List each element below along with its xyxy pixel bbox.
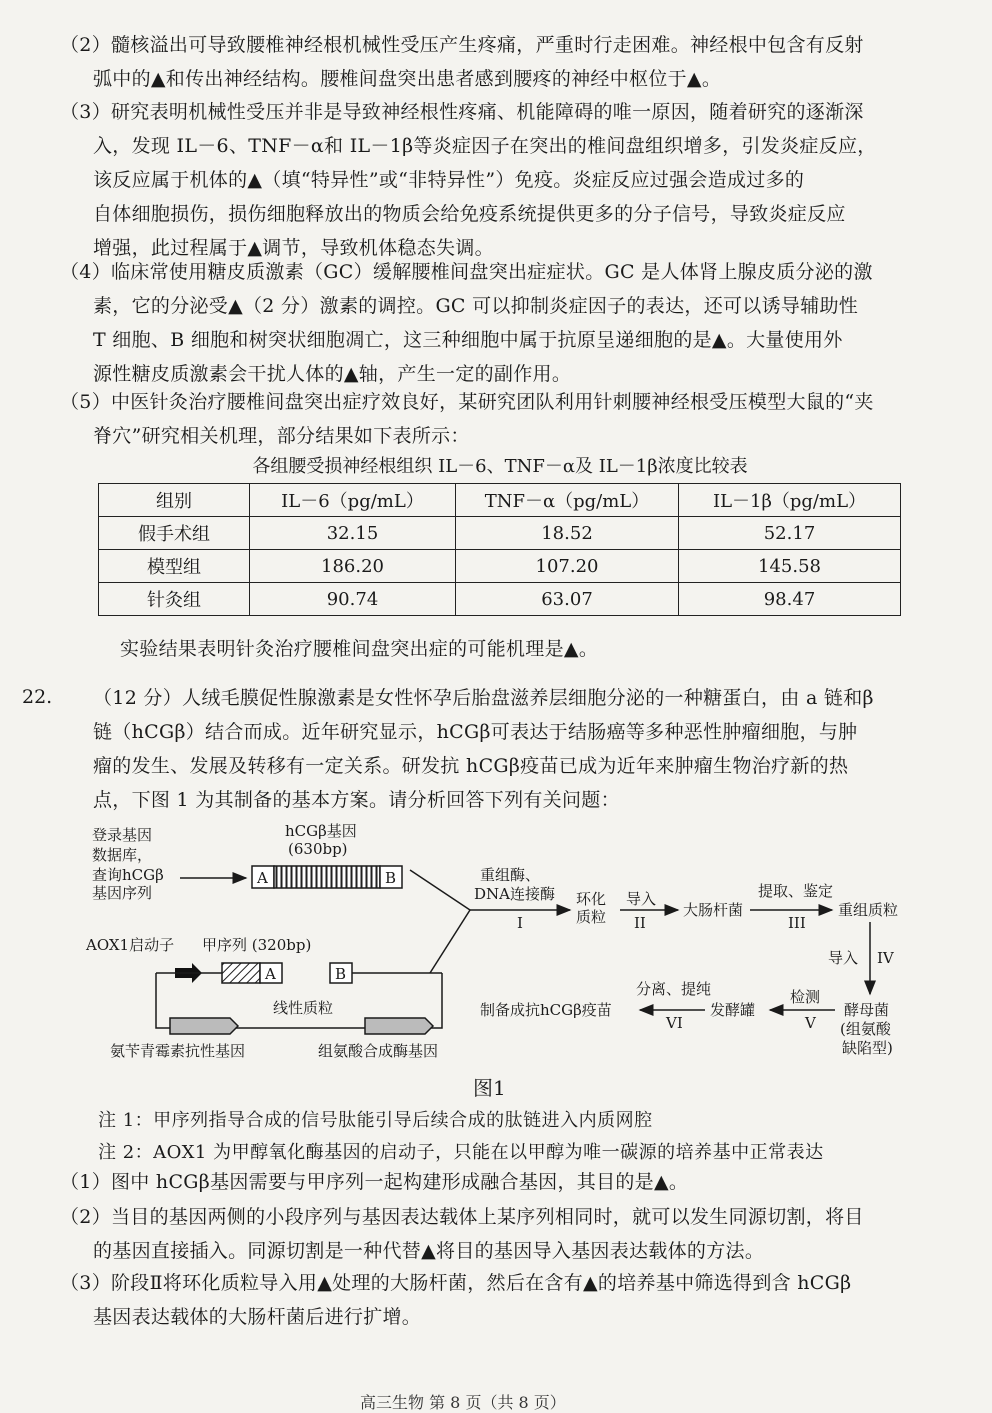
table-row xyxy=(99,517,901,550)
circular-label-2: 质粒 xyxy=(576,908,607,926)
gene-label: hCGβ基因 xyxy=(285,822,357,840)
his-gene-label: 组氨酸合成酶基因 xyxy=(318,1042,439,1060)
database-label-3: 查询hCGβ xyxy=(92,866,164,884)
site-a-label: A xyxy=(265,965,276,983)
step-III: III xyxy=(788,914,806,932)
table-header-cell: IL－6（pg/mL） xyxy=(250,484,456,517)
table-cell: 52.17 xyxy=(679,517,901,550)
text-line: （4）临床常使用糖皮质激素（GC）缓解腰椎间盘突出症症状。GC 是人体肾上腺皮质分泌的激 xyxy=(60,261,873,283)
step-VI: VI xyxy=(666,1014,683,1032)
step-IV: IV xyxy=(877,949,894,967)
detect-label: 检测 xyxy=(790,988,821,1006)
text-line: 自体细胞损伤，损伤细胞释放出的物质会给免疫系统提供更多的分子信号，导致炎症反应 xyxy=(93,203,846,225)
table-cell: 针灸组 xyxy=(99,583,250,616)
table-header-cell: TNF－α（pg/mL） xyxy=(456,484,679,517)
vaccine-label: 制备成抗hCGβ疫苗 xyxy=(480,1001,612,1019)
database-label-1: 登录基因 xyxy=(92,826,153,844)
site-a-label: A xyxy=(257,869,268,887)
text-line: （12 分）人绒毛膜促性腺激素是女性怀孕后胎盘滋养层细胞分泌的一种糖蛋白，由 a 链和β xyxy=(93,687,874,709)
aox1-label: AOX1启动子 xyxy=(86,936,175,954)
text-line: 链（hCGβ）结合而成。近年研究显示，hCGβ可表达于结肠癌等多种恶性肿瘤细胞，与肿 xyxy=(93,721,858,743)
text-line: 入，发现 IL－6、TNF－α和 IL－1β等炎症因子在突出的椎间盘组织增多，引发炎症反应， xyxy=(93,135,877,157)
table-cell: 186.20 xyxy=(250,550,456,583)
enzyme-label-2: DNA连接酶 xyxy=(474,885,555,903)
text-line: 基因表达载体的大肠杆菌后进行扩增。 xyxy=(93,1306,422,1328)
page-footer: 高三生物 第 8 页（共 8 页） xyxy=(360,1393,566,1412)
q22-part1 xyxy=(60,1165,955,1199)
table-cell: 18.52 xyxy=(456,517,679,550)
note-1: 注 1：甲序列指导合成的信号肽能引导后续合成的肽链进入内质网腔 xyxy=(98,1110,653,1131)
q22-intro xyxy=(93,681,953,817)
ecoli-label: 大肠杆菌 xyxy=(683,901,744,919)
linear-plasmid-label: 线性质粒 xyxy=(273,999,334,1017)
text-line: 素，它的分泌受▲（2 分）激素的调控。GC 可以抑制炎症因子的表达，还可以诱导辅助性 xyxy=(93,295,859,317)
text-line: 源性糖皮质激素会干扰人体的▲轴，产生一定的副作用。 xyxy=(93,363,572,385)
table-header-cell: 组别 xyxy=(99,484,250,517)
table-cell: 98.47 xyxy=(679,583,901,616)
signal-seq-label: 甲序列 (320bp) xyxy=(202,936,312,954)
table-cell: 假手术组 xyxy=(99,517,250,550)
text-line: （2）髓核溢出可导致腰椎神经根机械性受压产生疼痛，严重时行走困难。神经根中包含有反射 xyxy=(60,34,864,56)
his-gene-icon xyxy=(365,1018,433,1034)
yeast-label-3: 缺陷型) xyxy=(842,1039,893,1057)
enzyme-label-1: 重组酶、 xyxy=(480,866,541,884)
table-cell: 32.15 xyxy=(250,517,456,550)
circular-label-1: 环化 xyxy=(576,890,607,908)
table-title: 各组腰受损神经根组织 IL－6、TNF－α及 IL－1β浓度比较表 xyxy=(252,456,748,477)
text-line: （2）当目的基因两侧的小段序列与基因表达载体上某序列相同时，就可以发生同源切割，将目 xyxy=(60,1206,864,1228)
site-b-label: B xyxy=(335,965,347,983)
extract-label: 提取、鉴定 xyxy=(758,882,834,900)
import-label-1: 导入 xyxy=(626,890,657,908)
text-line: 脊穴”研究相关机理，部分结果如下表所示： xyxy=(93,425,470,447)
q21-part5 xyxy=(60,385,955,453)
table-cell: 模型组 xyxy=(99,550,250,583)
text-line: （5）中医针灸治疗腰椎间盘突出症疗效良好，某研究团队利用针刺腰神经根受压模型大鼠的“夹 xyxy=(60,391,874,413)
import-label-2: 导入 xyxy=(828,949,859,967)
table-header-cell: IL－1β（pg/mL） xyxy=(679,484,901,517)
step-V: V xyxy=(805,1014,816,1032)
q21-part2 xyxy=(60,28,955,96)
table-cell: 145.58 xyxy=(679,550,901,583)
text-line: 该反应属于机体的▲（填“特异性”或“非特异性”）免疫。炎症反应过强会造成过多的 xyxy=(93,169,805,191)
recombinant-plasmid-label: 重组质粒 xyxy=(838,901,899,919)
q21-part4 xyxy=(60,255,955,391)
vaccine-preparation-diagram xyxy=(80,818,920,1068)
table-row xyxy=(99,583,901,616)
q21-part3 xyxy=(60,95,955,265)
figure-caption: 图1 xyxy=(473,1076,506,1100)
gene-body xyxy=(274,866,380,888)
yeast-label-1: 酵母菌 xyxy=(844,1001,890,1019)
table-cell: 107.20 xyxy=(456,550,679,583)
question-number: 22. xyxy=(22,686,53,708)
text-line: （3）研究表明机械性受压并非是导致神经根性疼痛、机能障碍的唯一原因，随着研究的逐渐深 xyxy=(60,101,864,123)
signal-seq-box xyxy=(222,963,260,983)
yeast-label-2: (组氨酸 xyxy=(840,1020,891,1038)
table-cell: 63.07 xyxy=(456,583,679,616)
text-line: （3）阶段Ⅱ将环化质粒导入用▲处理的大肠杆菌，然后在含有▲的培养基中筛选得到含 hCGβ xyxy=(60,1272,852,1294)
amp-gene-icon xyxy=(170,1018,238,1034)
amp-gene-label: 氨苄青霉素抗性基因 xyxy=(110,1042,246,1060)
text-line: （1）图中 hCGβ基因需要与甲序列一起构建形成融合基因，其目的是▲。 xyxy=(60,1171,689,1193)
database-label-4: 基因序列 xyxy=(92,884,153,902)
q22-part2 xyxy=(60,1200,955,1268)
step-II: II xyxy=(634,914,646,932)
q22-part3 xyxy=(60,1266,955,1334)
purify-label: 分离、提纯 xyxy=(636,980,712,998)
step-I: I xyxy=(517,914,523,932)
merge-line xyxy=(410,870,470,910)
table-row xyxy=(99,550,901,583)
text-line: 弧中的▲和传出神经结构。腰椎间盘突出患者感到腰疼的神经中枢位于▲。 xyxy=(93,68,722,90)
text-line: T 细胞、B 细胞和树突状细胞凋亡，这三种细胞中属于抗原呈递细胞的是▲。大量使用外 xyxy=(93,329,843,351)
cytokine-table xyxy=(98,483,901,616)
text-line: 的基因直接插入。同源切割是一种代替▲将目的基因导入基因表达载体的方法。 xyxy=(93,1240,765,1262)
merge-line xyxy=(430,910,470,973)
site-b-label: B xyxy=(385,869,397,887)
q21-conclusion: 实验结果表明针灸治疗腰椎间盘突出症的可能机理是▲。 xyxy=(120,638,599,660)
text-line: 瘤的发生、发展及转移有一定关系。研发抗 hCGβ疫苗已成为近年来肿瘤生物治疗新的热 xyxy=(93,755,849,777)
text-line: 点，下图 1 为其制备的基本方案。请分析回答下列有关问题： xyxy=(93,789,620,811)
table-cell: 90.74 xyxy=(250,583,456,616)
text-line: 增强，此过程属于▲调节，导致机体稳态失调。 xyxy=(93,237,494,259)
note-2: 注 2：AOX1 为甲醇氧化酶基因的启动子，只能在以甲醇为唯一碳源的培养基中正常表达 xyxy=(98,1142,824,1163)
database-label-2: 数据库， xyxy=(92,846,153,864)
fermenter-label: 发酵罐 xyxy=(710,1001,756,1019)
gene-size: (630bp) xyxy=(288,840,348,858)
table-header-row xyxy=(99,484,901,517)
